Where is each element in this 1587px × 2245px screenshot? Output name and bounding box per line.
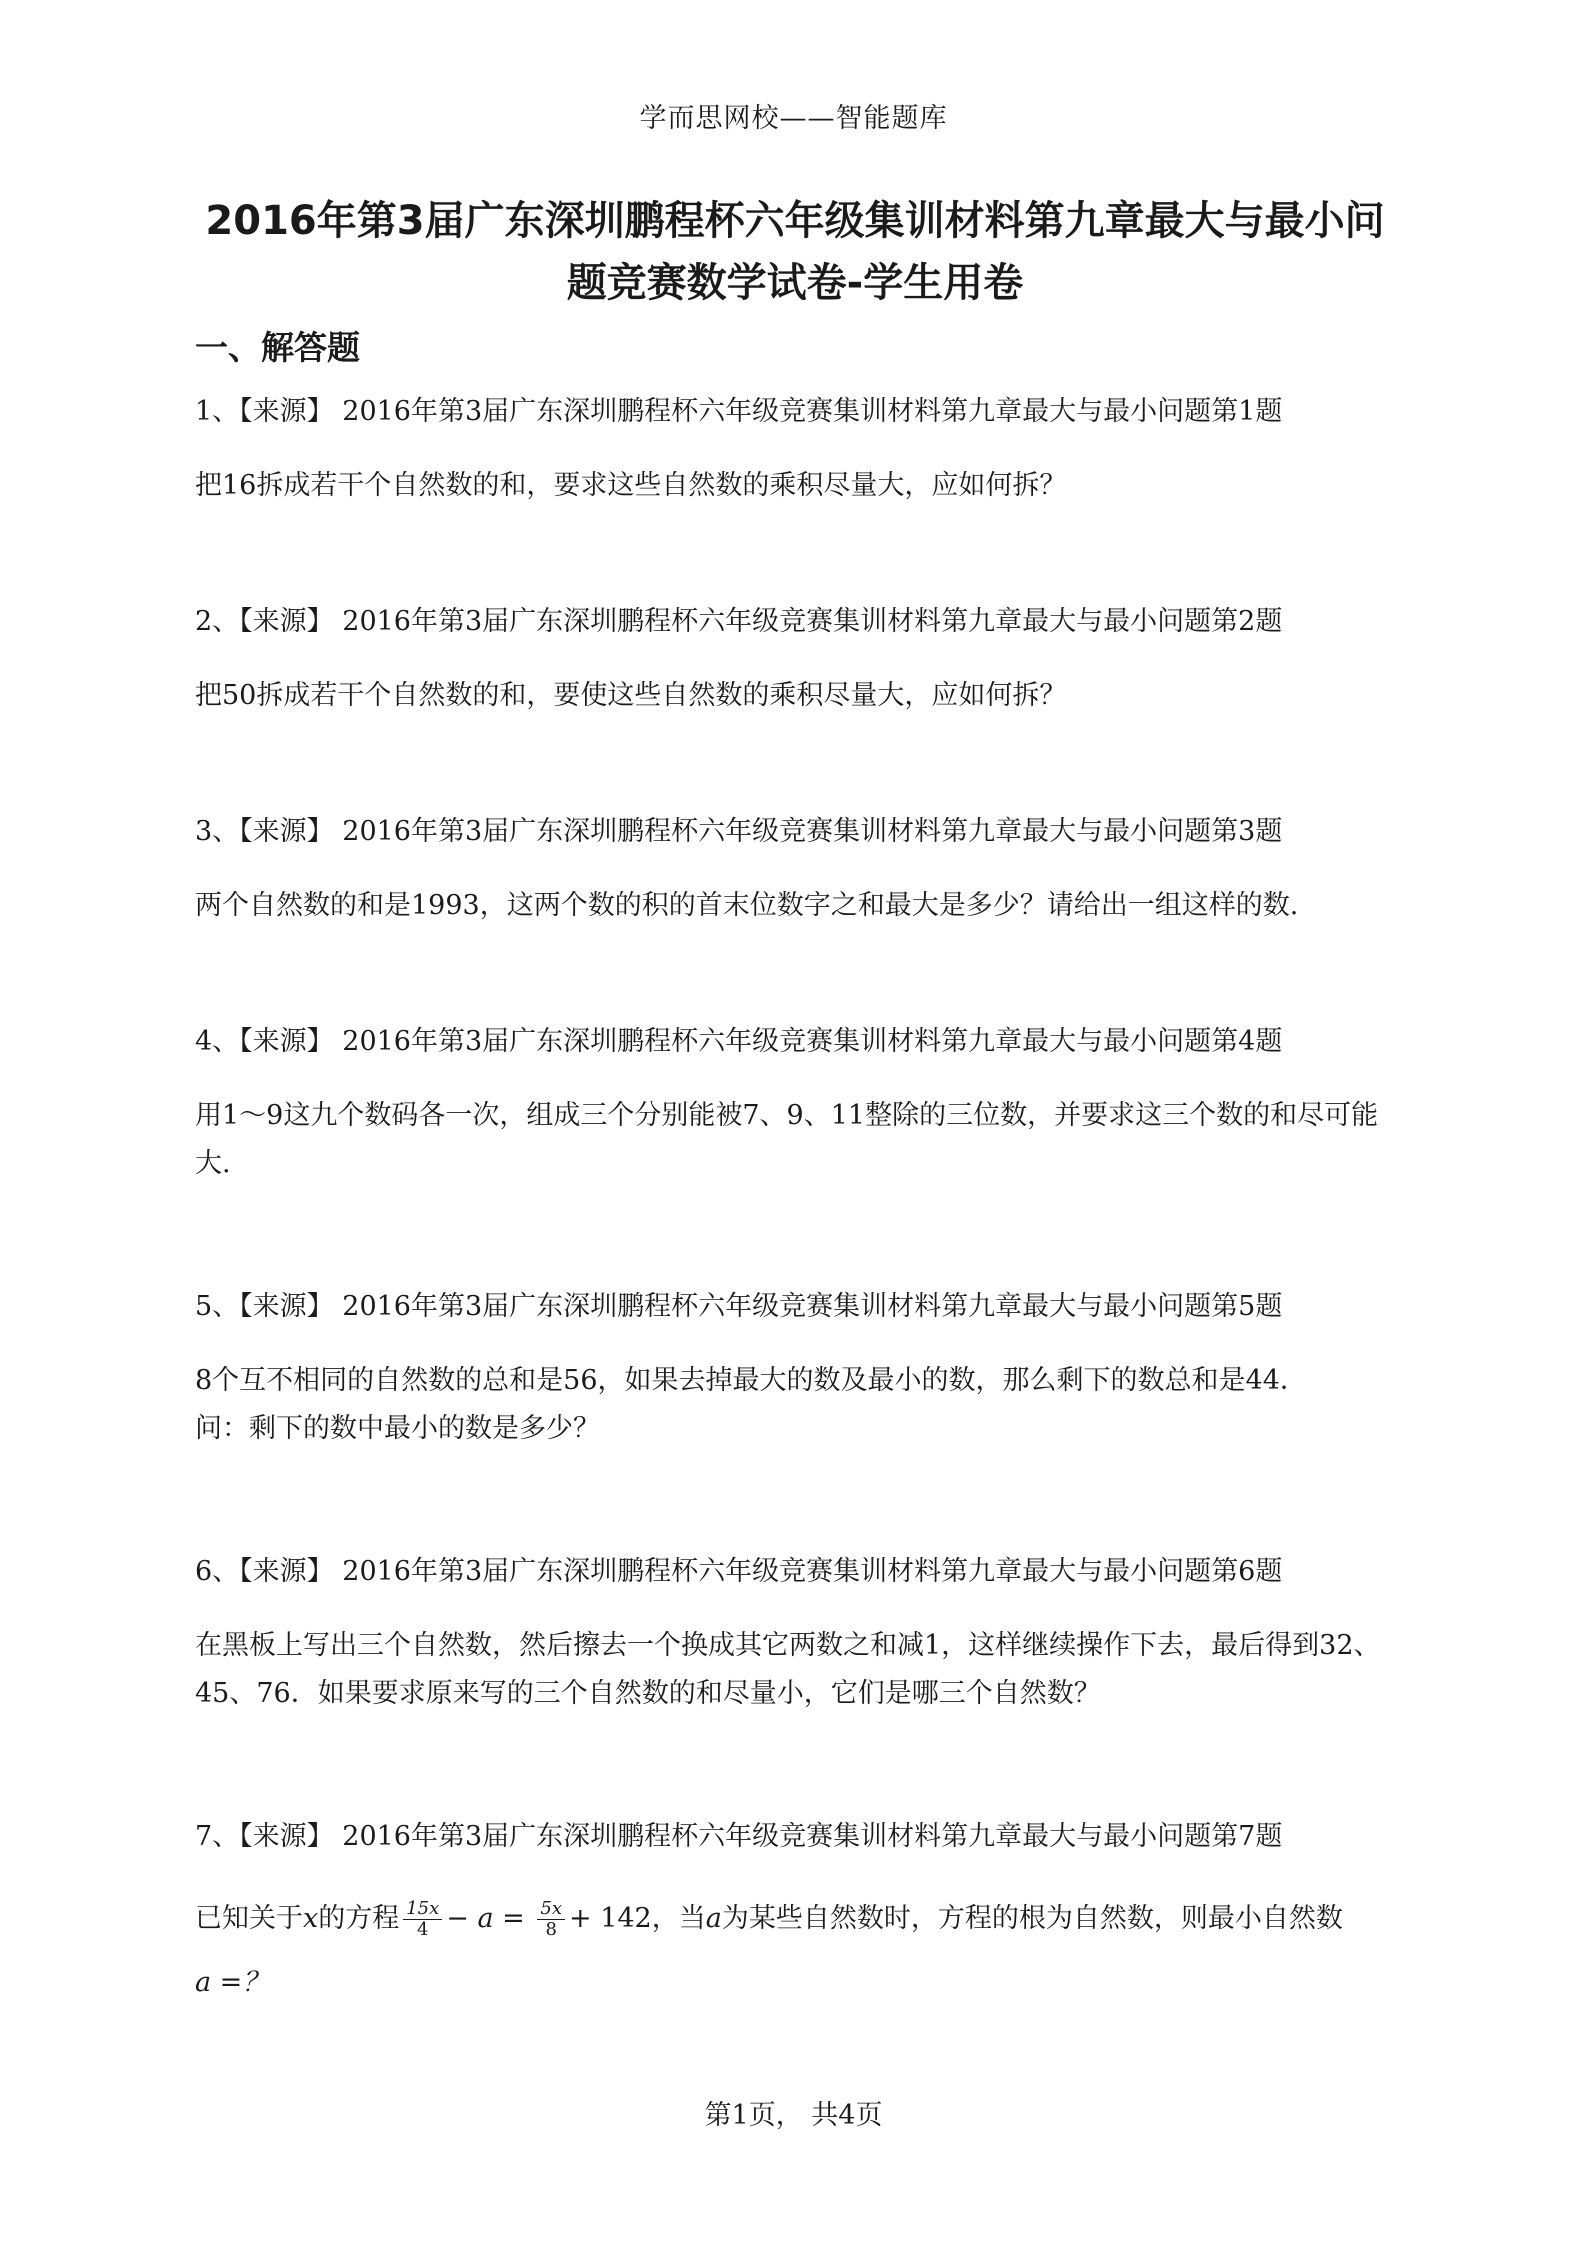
fraction-denominator: 4 — [417, 1919, 429, 1940]
question-4 — [195, 1022, 1405, 1188]
question-5 — [195, 1287, 1325, 1453]
text-segment: 已知关于 — [195, 1903, 303, 1934]
exam-title: 2016年第3届广东深圳鹏程杯六年级集训材料第九章最大与最小问题竞赛数学试卷-学生用卷 — [205, 198, 1385, 306]
question-source: 4、【来源】 2016年第3届广东深圳鹏程杯六年级竞赛集训材料第九章最大与最小问题第4题 — [195, 1026, 1283, 1057]
question-source: 6、【来源】 2016年第3届广东深圳鹏程杯六年级竞赛集训材料第九章最大与最小问题第6题 — [195, 1556, 1283, 1587]
question-text: 在黑板上写出三个自然数，然后擦去一个换成其它两数之和减1，这样继续操作下去，最后得到32、45、76．如果要求原来写的三个自然数的和尽量小，它们是哪三个自然数？ — [195, 1630, 1381, 1709]
question-7 — [195, 1817, 1405, 2015]
math-expression: + 142，当 — [569, 1903, 706, 1934]
question-1 — [195, 392, 1405, 510]
question-source: 3、【来源】 2016年第3届广东深圳鹏程杯六年级竞赛集训材料第九章最大与最小问题第3题 — [195, 816, 1283, 847]
question-source: 2、【来源】 2016年第3届广东深圳鹏程杯六年级竞赛集训材料第九章最大与最小问题第2题 — [195, 606, 1283, 637]
variable-x: x — [303, 1903, 319, 1934]
text-segment: 为某些自然数时，方程的根为自然数，则最小自然数 — [721, 1903, 1343, 1934]
question-source: 7、【来源】 2016年第3届广东深圳鹏程杯六年级竞赛集训材料第九章最大与最小问题第7题 — [195, 1821, 1283, 1852]
question-text: 把50拆成若干个自然数的和，要使这些自然数的乘积尽量大，应如何拆？ — [195, 680, 1067, 711]
answer-prompt: a =？ — [195, 1967, 270, 1998]
section-heading: 一、解答题 — [195, 328, 360, 367]
question-text: 8个互不相同的自然数的总和是56，如果去掉最大的数及最小的数，那么剩下的数总和是44．问：剩下的数中最小的数是多少？ — [195, 1365, 1307, 1444]
question-text: 把16拆成若干个自然数的和，要求这些自然数的乘积尽量大，应如何拆？ — [195, 470, 1067, 501]
question-text — [195, 1887, 1405, 2015]
math-expression: − a = — [446, 1903, 534, 1934]
question-source: 5、【来源】 2016年第3届广东深圳鹏程杯六年级竞赛集训材料第九章最大与最小问题第5题 — [195, 1291, 1283, 1322]
page-header: 学而思网校——智能题库 — [639, 103, 948, 134]
question-2 — [195, 602, 1405, 720]
question-6 — [195, 1552, 1405, 1718]
page-footer: 第1页， 共4页 — [704, 2100, 883, 2131]
question-3 — [195, 812, 1405, 930]
fraction-numerator: 15x — [403, 1899, 442, 1920]
question-text: 两个自然数的和是1993，这两个数的积的首末位数字之和最大是多少？请给出一组这样的数. — [195, 890, 1299, 921]
fraction-numerator: 5x — [537, 1899, 565, 1920]
question-text: 用1～9这九个数码各一次，组成三个分别能被7、9、11整除的三位数，并要求这三个数的和尽可能大. — [195, 1100, 1379, 1179]
text-segment: 的方程 — [318, 1903, 400, 1934]
fraction — [537, 1899, 565, 1940]
fraction — [403, 1899, 442, 1940]
fraction-denominator: 8 — [545, 1919, 557, 1940]
question-source: 1、【来源】 2016年第3届广东深圳鹏程杯六年级竞赛集训材料第九章最大与最小问题第1题 — [195, 396, 1283, 427]
variable-a: a — [705, 1903, 722, 1934]
